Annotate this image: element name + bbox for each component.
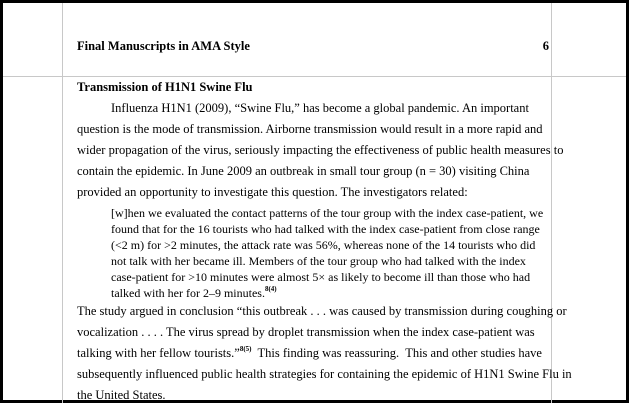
quote-line: [w]hen we evaluated the contact patterns of the tour group with the index case-patient, we: [111, 206, 544, 220]
body-line: Influenza H1N1 (2009), “Swine Flu,” has become a global pandemic. An important: [111, 101, 529, 115]
header-boundary: [3, 76, 626, 77]
body-line: vocalization . . . . The virus spread by droplet transmission when the index case-patient was: [77, 325, 535, 339]
body-line: question is the mode of transmission. Airborne transmission would result in a more rapid and: [77, 122, 543, 136]
body-line: [77, 345, 542, 361]
section-heading: Transmission of H1N1 Swine Flu: [77, 80, 253, 94]
quote-line: (<2 m) for >2 minutes, the attack rate was 56%, whereas none of the 14 tourists who did: [111, 238, 536, 252]
citation: 8(5): [239, 345, 252, 353]
running-title: Final Manuscripts in AMA Style: [77, 39, 250, 53]
body-line: The study argued in conclusion “this outbreak . . . was caused by transmission during coughing or: [77, 304, 567, 318]
quote-line: found that for the 16 tourists who had talked with the index case-patient from close range: [111, 222, 540, 236]
left-margin-guide: [62, 3, 63, 403]
page-header: [77, 39, 549, 54]
quote-line: not talk with her became ill. Members of the tour group who had talked with the index: [111, 254, 526, 268]
citation: 8(4): [264, 285, 277, 293]
page-number: 6: [542, 39, 549, 53]
body-line: wider propagation of the virus, seriously impacting the effectiveness of public health measures to: [77, 143, 564, 157]
body-line: subsequently influenced public health strategies for containing the epidemic of H1N1 Swine Flu in: [77, 367, 572, 381]
right-margin-guide: [551, 3, 552, 403]
body-text: This finding was reassuring. This and other studies have: [251, 346, 542, 360]
body-line: the United States.: [77, 388, 166, 402]
body-line: provided an opportunity to investigate this question. The investigators related:: [77, 185, 468, 199]
quote-line: case-patient for >10 minutes were almost 5× as likely to become ill than those who had: [111, 270, 531, 284]
body-text: talking with her fellow tourists.”: [77, 346, 240, 360]
quote-text: talked with her for 2–9 minutes.: [111, 286, 265, 300]
body-line: contain the epidemic. In June 2009 an outbreak in small tour group (n = 30) visiting China: [77, 164, 530, 178]
quote-line: [111, 285, 277, 301]
